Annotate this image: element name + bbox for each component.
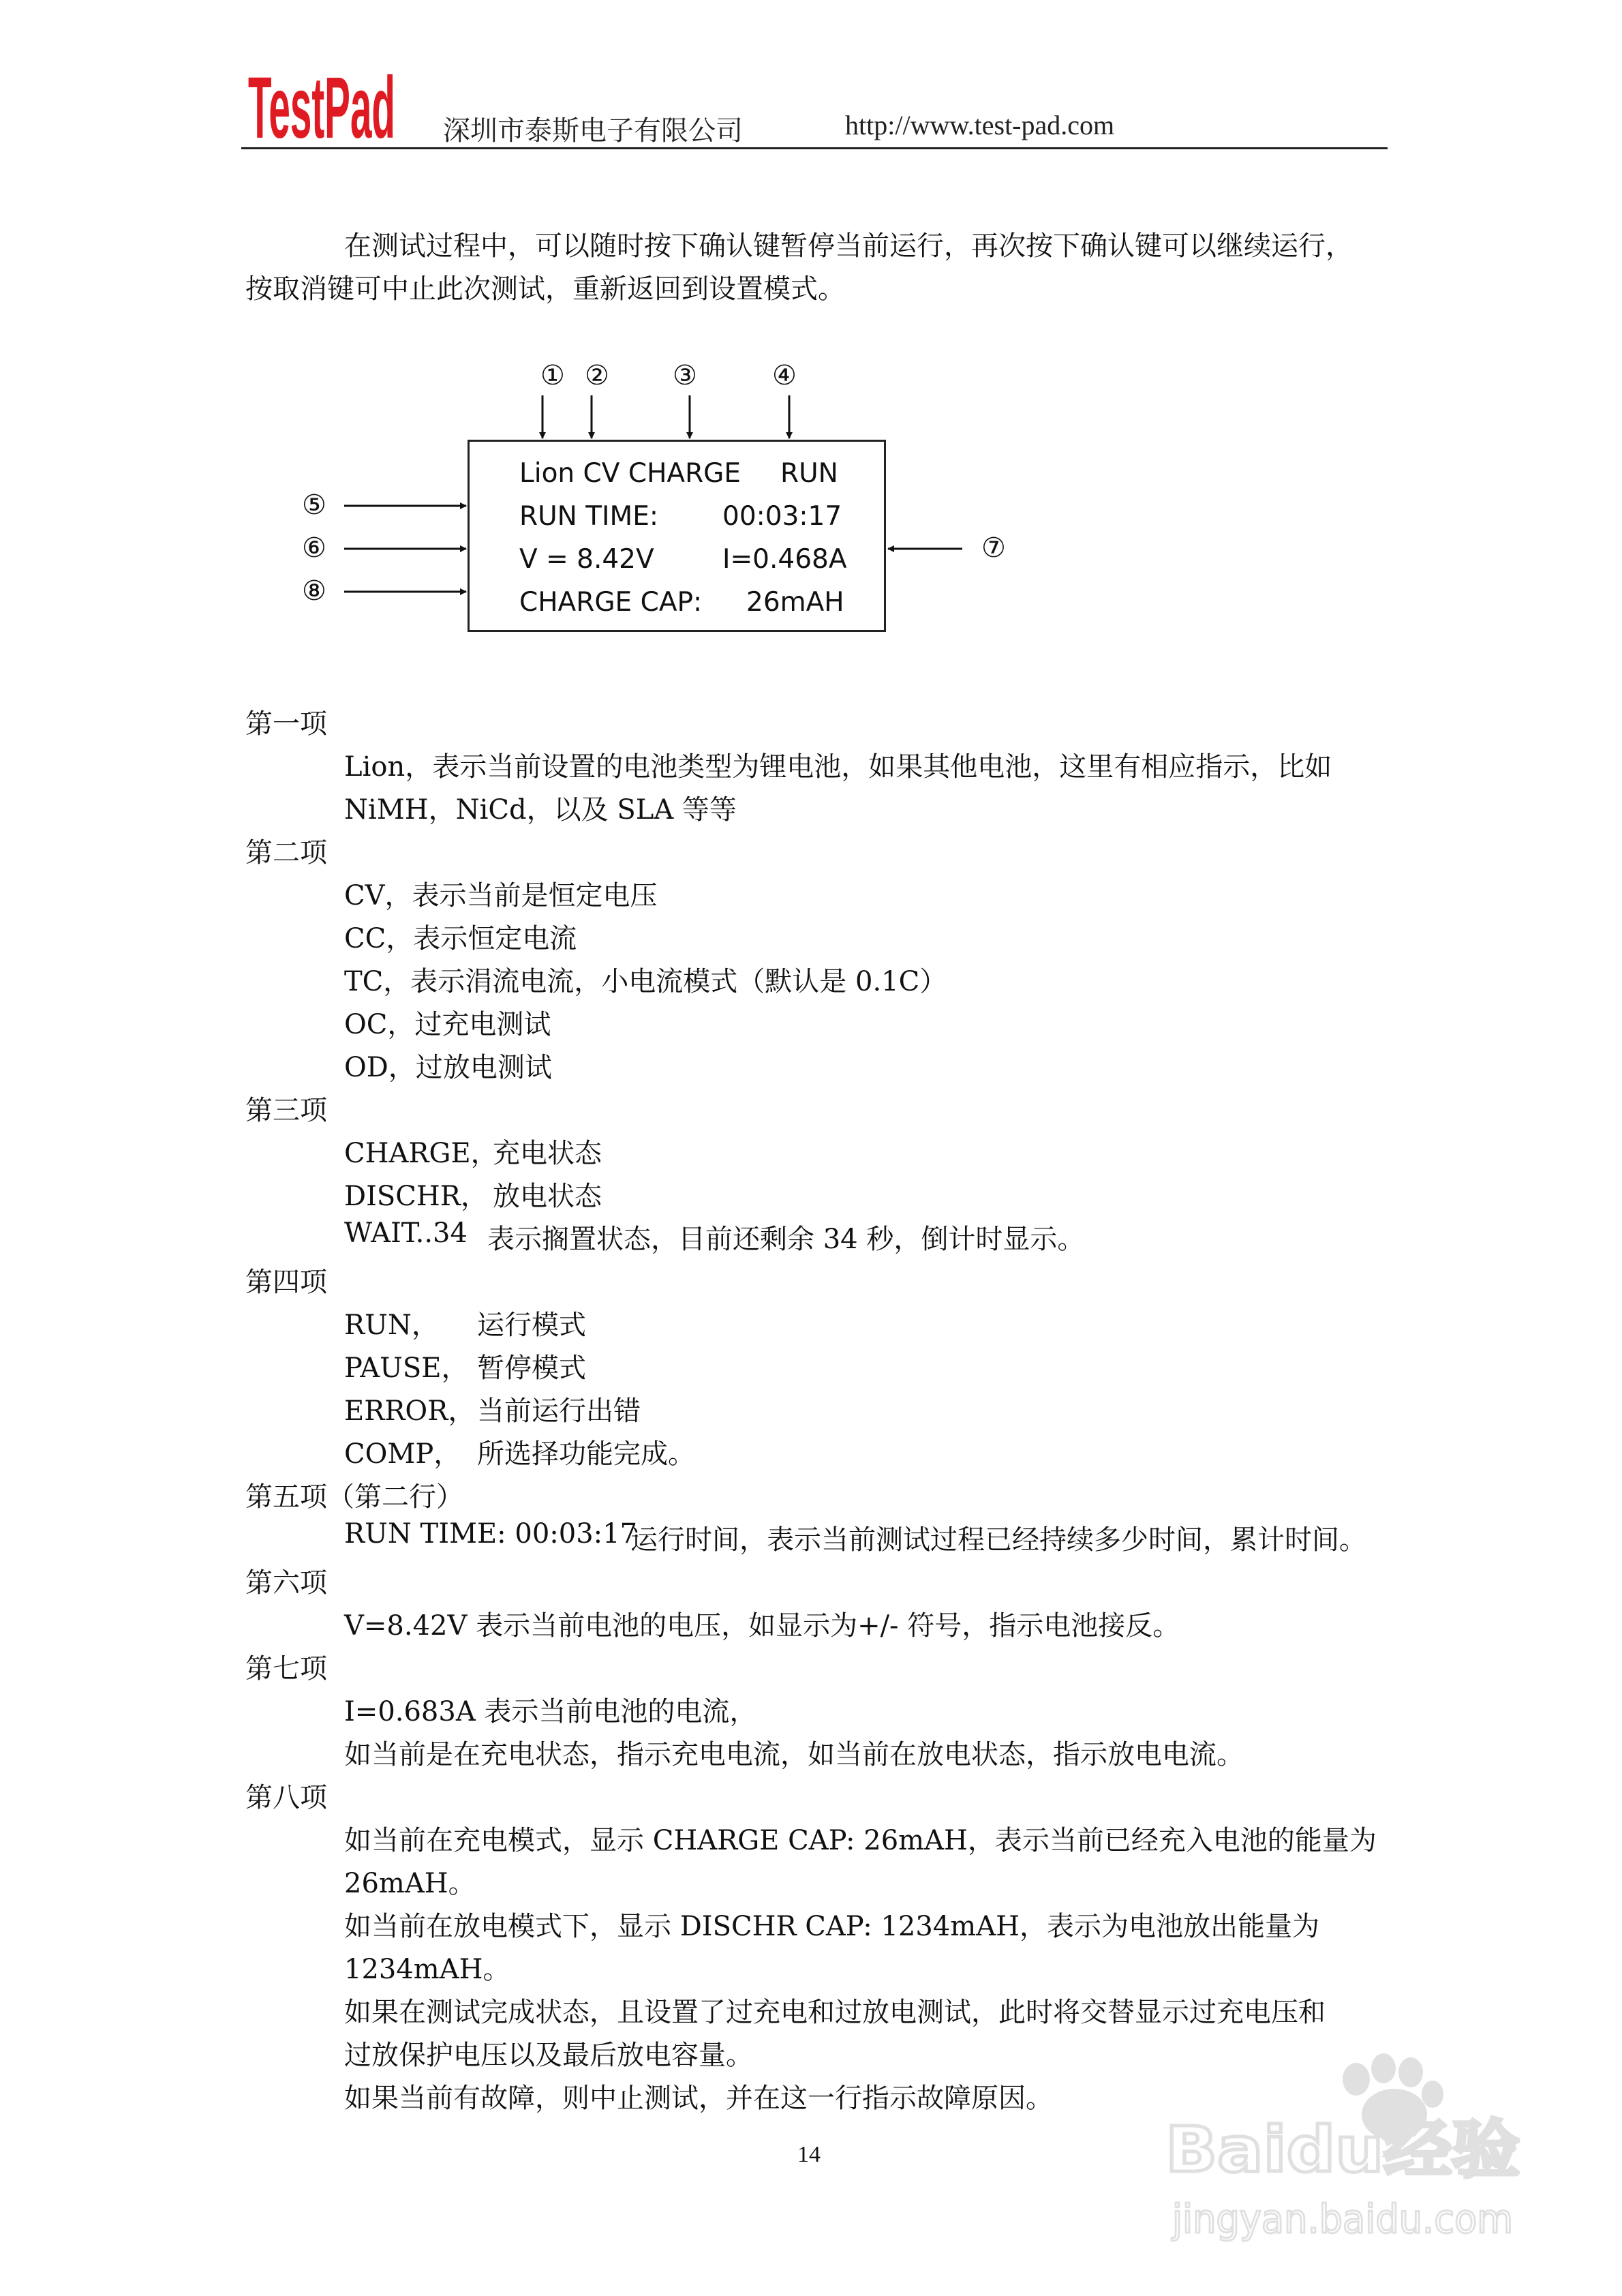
section-1-line: NiMH，NiCd，以及 SLA 等等 bbox=[344, 794, 737, 826]
section-8-line: 26mAH。 bbox=[344, 1868, 476, 1899]
marker-8: ⑧ bbox=[302, 575, 326, 607]
section-3-desc: 放电状态 bbox=[493, 1181, 602, 1212]
section-7-line: 如当前是在充电状态，指示充电电流，如当前在放电状态，指示放电电流。 bbox=[344, 1739, 1244, 1770]
section-5-desc: 运行时间，表示当前测试过程已经持续多少时间，累计时间。 bbox=[630, 1524, 1366, 1556]
section-8-line: 过放保护电压以及最后放电容量。 bbox=[344, 2040, 753, 2071]
section-4-desc: 当前运行出错 bbox=[477, 1395, 641, 1427]
section-2-line: OC，过充电测试 bbox=[344, 1009, 551, 1040]
intro-line-2: 按取消键可中止此次测试，重新返回到设置模式。 bbox=[245, 273, 845, 305]
section-2-line: TC，表示涓流电流，小电流模式（默认是 0.1C） bbox=[344, 966, 947, 997]
section-4-code: ERROR， bbox=[344, 1395, 476, 1427]
lcd-runtime-label: RUN TIME: bbox=[519, 501, 658, 532]
baidu-jingyan-watermark bbox=[1152, 2052, 1533, 2256]
section-8-line: 如果当前有故障，则中止测试，并在这一行指示故障原因。 bbox=[344, 2083, 1053, 2114]
section-3-desc: 表示搁置状态，目前还剩余 34 秒，倒计时显示。 bbox=[487, 1224, 1085, 1255]
section-6-line: V=8.42V 表示当前电池的电压，如显示为+/- 符号，指示电池接反。 bbox=[344, 1610, 1180, 1642]
section-8-title: 第八项 bbox=[245, 1782, 327, 1813]
section-5-title: 第五项（第二行） bbox=[245, 1481, 463, 1513]
lcd-runtime-value: 00:03:17 bbox=[722, 501, 842, 532]
section-1-title: 第一项 bbox=[245, 708, 327, 740]
lcd-voltage: V = 8.42V bbox=[519, 544, 654, 575]
logo-text: TestPad bbox=[248, 59, 395, 147]
section-1-line: Lion，表示当前设置的电池类型为锂电池，如果其他电池，这里有相应指示，比如 bbox=[344, 751, 1332, 783]
lcd-battery-mode-state: Lion CV CHARGE bbox=[519, 458, 741, 489]
section-4-code: COMP， bbox=[344, 1438, 461, 1470]
section-4-code: RUN， bbox=[344, 1310, 439, 1341]
section-8-line: 如果在测试完成状态，且设置了过充电和过放电测试，此时将交替显示过充电压和 bbox=[344, 1997, 1326, 2028]
marker-5: ⑤ bbox=[302, 489, 326, 521]
marker-6: ⑥ bbox=[302, 532, 326, 564]
section-7-line: I=0.683A 表示当前电池的电流， bbox=[344, 1696, 757, 1727]
marker-4: ④ bbox=[772, 360, 797, 391]
section-3-desc: 充电状态 bbox=[493, 1138, 602, 1169]
section-7-title: 第七项 bbox=[245, 1653, 327, 1685]
section-8-line: 如当前在充电模式，显示 CHARGE CAP: 26mAH，表示当前已经充入电池的能量为 bbox=[344, 1825, 1377, 1856]
lcd-run-status: RUN bbox=[780, 458, 838, 489]
marker-2: ② bbox=[585, 360, 609, 391]
watermark-site: jingyan.baidu.com bbox=[1171, 2196, 1513, 2242]
section-4-code: PAUSE， bbox=[344, 1353, 469, 1384]
marker-1: ① bbox=[540, 360, 565, 391]
section-5-code: RUN TIME: 00:03:17 bbox=[344, 1518, 638, 1550]
section-2-line: CC，表示恒定电流 bbox=[344, 923, 577, 954]
section-2-line: OD，过放电测试 bbox=[344, 1052, 552, 1083]
section-6-title: 第六项 bbox=[245, 1567, 327, 1599]
section-3-code: DISCHR， bbox=[344, 1181, 488, 1212]
lcd-current: I=0.468A bbox=[722, 544, 847, 575]
section-2-line: CV，表示当前是恒定电压 bbox=[344, 880, 658, 911]
watermark-brand: Baidu经验 bbox=[1165, 2113, 1520, 2186]
section-4-desc: 所选择功能完成。 bbox=[477, 1438, 695, 1470]
company-url[interactable]: http://www.test-pad.com bbox=[845, 110, 1115, 140]
lcd-capacity-value: 26mAH bbox=[746, 587, 844, 618]
section-3-title: 第三项 bbox=[245, 1095, 327, 1126]
section-4-title: 第四项 bbox=[245, 1267, 327, 1298]
section-3-code: WAIT..34 bbox=[344, 1218, 468, 1249]
intro-line-1: 在测试过程中，可以随时按下确认键暂停当前运行，再次按下确认键可以继续运行， bbox=[344, 230, 1353, 262]
company-name: 深圳市泰斯电子有限公司 bbox=[443, 115, 743, 147]
lcd-capacity-label: CHARGE CAP: bbox=[519, 587, 703, 618]
section-4-desc: 运行模式 bbox=[477, 1310, 586, 1341]
marker-7: ⑦ bbox=[981, 532, 1006, 564]
section-8-line: 1234mAH。 bbox=[344, 1954, 510, 1985]
section-3-code: CHARGE， bbox=[344, 1138, 498, 1169]
section-2-title: 第二项 bbox=[245, 837, 327, 868]
marker-3: ③ bbox=[673, 360, 697, 391]
section-4-desc: 暂停模式 bbox=[477, 1353, 586, 1384]
section-8-line: 如当前在放电模式下，显示 DISCHR CAP: 1234mAH，表示为电池放出能量为 bbox=[344, 1911, 1319, 1942]
page-number: 14 bbox=[797, 2142, 821, 2167]
